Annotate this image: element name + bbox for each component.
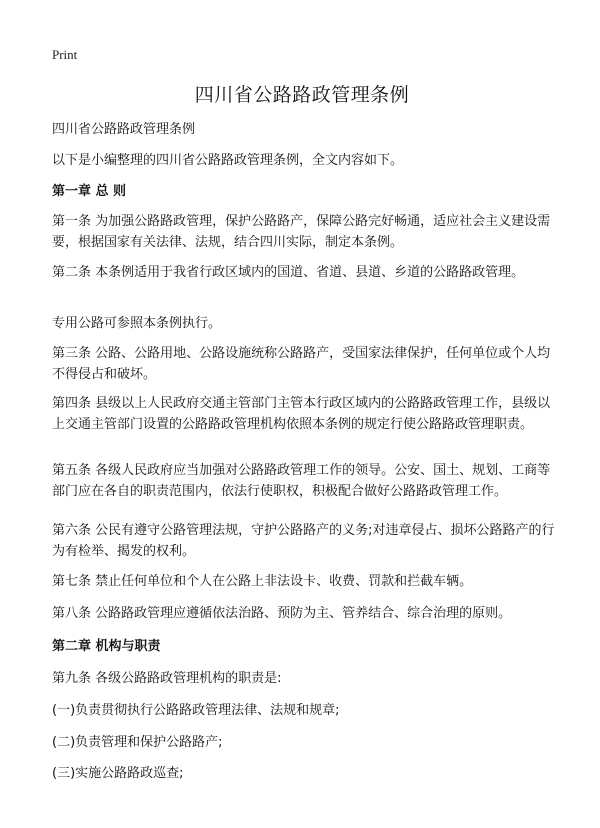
- list-item: (三)实施公路路政巡查;: [52, 766, 184, 781]
- document-title: 四川省公路路政管理条例: [194, 84, 410, 106]
- chapter-2-heading: 第二章 机构与职责: [52, 639, 161, 654]
- article-7: 第七条 禁止任何单位和个人在公路上非法设卡、收费、罚款和拦截车辆。: [52, 574, 473, 589]
- print-label: Print: [52, 47, 78, 62]
- intro-paragraph: 以下是小编整理的四川省公路路政管理条例，全文内容如下。: [52, 153, 404, 168]
- article-8: 第八条 公路路政管理应遵循依法治路、预防为主、管养结合、综合治理的原则。: [52, 606, 512, 621]
- article-9: 第九条 各级公路路政管理机构的职责是:: [52, 671, 282, 686]
- article-3: 第三条 公路、公路用地、公路设施统称公路路产，受国家法律保护，任何单位或个人均不得侵占和破坏。: [52, 346, 551, 382]
- list-item: (一)负责贯彻执行公路路政管理法律、法规和规章;: [52, 703, 340, 718]
- article-4: 第四条 县级以上人民政府交通主管部门主管本行政区域内的公路路政管理工作，县级以上交通主管部门设置的公路路政管理机构依照本条例的规定行使公路路政管理职责。: [52, 396, 551, 432]
- article-2-note: 专用公路可参照本条例执行。: [52, 316, 222, 331]
- document-subtitle: 四川省公路路政管理条例: [52, 122, 196, 137]
- article-6: 第六条 公民有遵守公路管理法规，守护公路路产的义务;对违章侵占、损坏公路路产的行为有检举、揭发的权利。: [52, 523, 555, 559]
- article-5: 第五条 各级人民政府应当加强对公路路政管理工作的领导。公安、国土、规划、工商等部门应在各自的职责范围内，依法行使职权，积极配合做好公路路政管理工作。: [52, 463, 551, 499]
- chapter-1-heading: 第一章 总 则: [52, 184, 127, 199]
- article-2: 第二条 本条例适用于我省行政区域内的国道、省道、县道、乡道的公路路政管理。: [52, 265, 525, 280]
- article-1: 第一条 为加强公路路政管理，保护公路路产，保障公路完好畅通，适应社会主义建设需要，根据国家有关法律、法规，结合四川实际，制定本条例。: [52, 214, 551, 250]
- list-item: (二)负责管理和保护公路路产;: [52, 735, 223, 750]
